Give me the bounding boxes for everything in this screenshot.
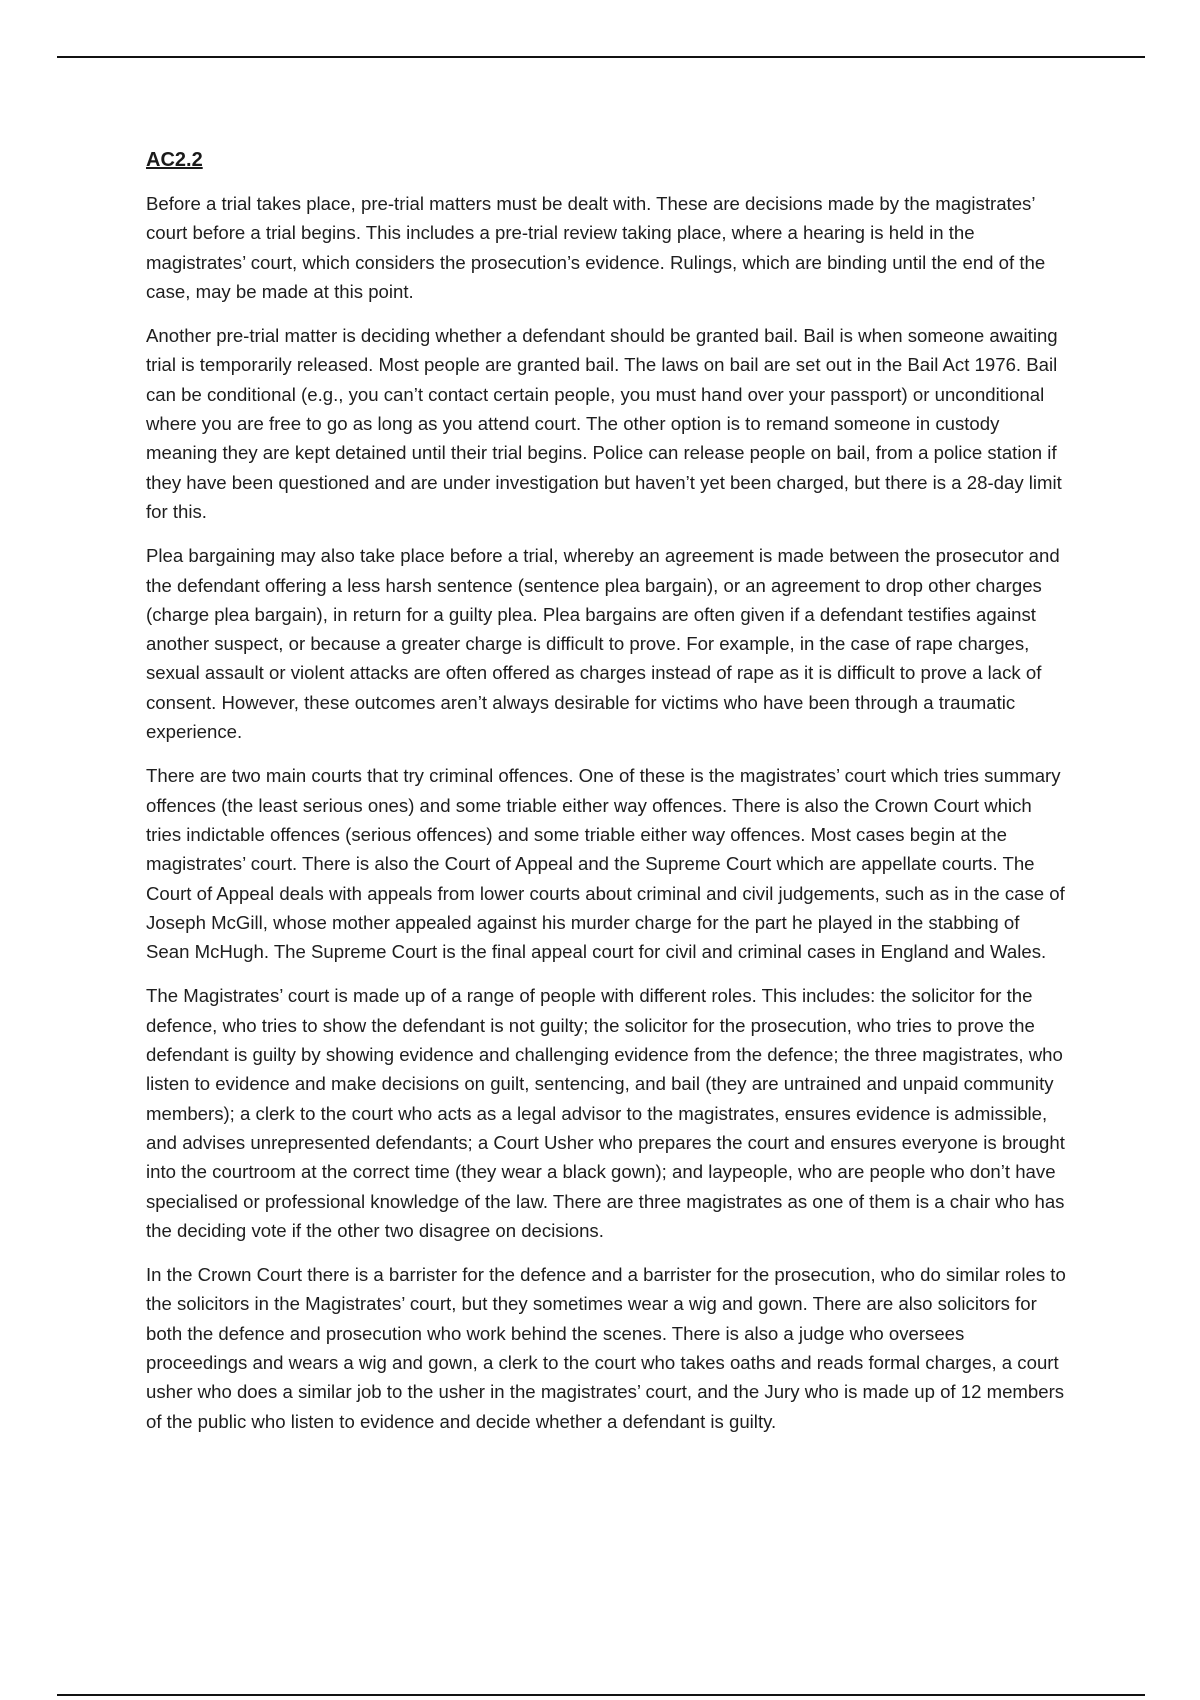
paragraph-plea-bargaining: Plea bargaining may also take place before a trial, whereby an agreement is made between the prosecutor and the defendant offering a less harsh sentence (sentence plea bargain), or an agreement to drop other charges (charge plea bargain), in return for a guilty plea. Plea bargains are often given if a defendant testifies against another suspect, or because a greater charge is difficult to prove. For example, in the case of rape charges, sexual assault or violent attacks are often offered as charges instead of rape as it is difficult to prove a lack of consent. However, these outcomes aren’t always desirable for victims who have been through a traumatic experience. <box>146 545 1060 743</box>
paragraph-crown-court-roles: In the Crown Court there is a barrister for the defence and a barrister for the prosecution, who do similar roles to the solicitors in the Magistrates’ court, but they sometimes wear a wig and gown. There are also solicitors for both the defence and prosecution who work behind the scenes. There is also a judge who oversees proceedings and wears a wig and gown, a clerk to the court who takes oaths and reads formal charges, a court usher who does a similar job to the usher in the magistrates’ court, and the Jury who is made up of 12 members of the public who listen to evidence and decide whether a defendant is guilty. <box>146 1264 1066 1432</box>
header-rule <box>57 56 1145 58</box>
document-body <box>146 145 1066 1451</box>
paragraph-criminal-courts: There are two main courts that try criminal offences. One of these is the magistrates’ court which tries summary offences (the least serious ones) and some triable either way offences. There is also the Crown Court which tries indictable offences (serious offences) and some triable either way offences. Most cases begin at the magistrates’ court. There is also the Court of Appeal and the Supreme Court which are appellate courts. The Court of Appeal deals with appeals from lower courts about criminal and civil judgements, such as in the case of Joseph McGill, whose mother appealed against his murder charge for the part he played in the stabbing of Sean McHugh. The Supreme Court is the final appeal court for civil and criminal cases in England and Wales. <box>146 765 1065 963</box>
footer-rule <box>57 1694 1145 1696</box>
paragraph-bail: Another pre-trial matter is deciding whether a defendant should be granted bail. Bail is when someone awaiting trial is temporarily released. Most people are granted bail. The laws on bail are set out in the Bail Act 1976. Bail can be conditional (e.g., you can’t contact certain people, you must hand over your passport) or unconditional where you are free to go as long as you attend court. The other option is to remand someone in custody meaning they are kept detained until their trial begins. Police can release people on bail, from a police station if they have been questioned and are under investigation but haven’t yet been charged, but there is a 28-day limit for this. <box>146 325 1062 522</box>
paragraph-pretrial-matters: Before a trial takes place, pre-trial matters must be dealt with. These are decisions made by the magistrates’ court before a trial begins. This includes a pre-trial review taking place, where a hearing is held in the magistrates’ court, which considers the prosecution’s evidence. Rulings, which are binding until the end of the case, may be made at this point. <box>146 193 1046 302</box>
paragraph-magistrates-roles: The Magistrates’ court is made up of a range of people with different roles. This includes: the solicitor for the defence, who tries to show the defendant is not guilty; the solicitor for the prosecution, who tries to prove the defendant is guilty by showing evidence and challenging evidence from the defence; the three magistrates, who listen to evidence and make decisions on guilt, sentencing, and bail (they are untrained and unpaid community members); a clerk to the court who acts as a legal advisor to the magistrates, ensures evidence is admissible, and advises unrepresented defendants; a Court Usher who prepares the court and ensures everyone is brought into the courtroom at the correct time (they wear a black gown); and laypeople, who are people who don’t have specialised or professional knowledge of the law. There are three magistrates as one of them is a chair who has the deciding vote if the other two disagree on decisions. <box>146 985 1065 1241</box>
section-heading: AC2.2 <box>146 149 203 171</box>
